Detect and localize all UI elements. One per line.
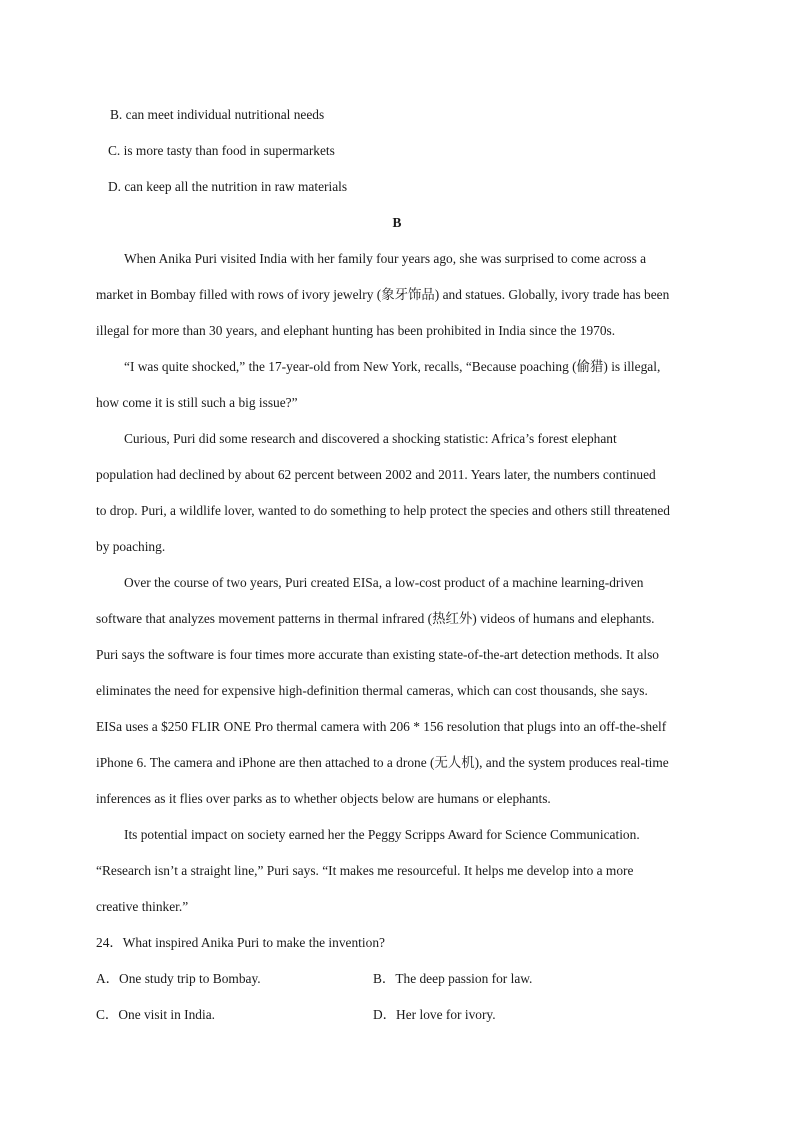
question-24-option-a: A．One study trip to Bombay. (96, 971, 261, 986)
passage-line: by poaching. (96, 539, 166, 554)
question-24-option-c: C．One visit in India. (96, 1007, 216, 1022)
passage-line: inferences as it flies over parks as to whether objects below are humans or elephants. (96, 791, 551, 806)
passage-line: Curious, Puri did some research and discovered a shocking statistic: Africa’s forest elephant (124, 431, 617, 446)
section-heading: B (392, 215, 402, 230)
passage-line: how come it is still such a big issue?” (96, 395, 298, 410)
passage-line: population had declined by about 62 percent between 2002 and 2011. Years later, the numbers continued (96, 467, 656, 482)
passage-line: illegal for more than 30 years, and elephant hunting has been prohibited in India since the 1970s. (96, 323, 616, 338)
option-b-prev: B. can meet individual nutritional needs (110, 107, 325, 122)
passage-line: eliminates the need for expensive high-definition thermal cameras, which can cost thousands, she says. (96, 683, 648, 698)
passage-line: When Anika Puri visited India with her family four years ago, she was surprised to come across a (124, 251, 647, 266)
passage-line: software that analyzes movement patterns in thermal infrared (热红外) videos of humans and elephants. (96, 611, 655, 626)
question-24-option-d: D．Her love for ivory. (373, 1007, 496, 1022)
passage-line: Its potential impact on society earned her the Peggy Scripps Award for Science Communication. (124, 827, 640, 842)
option-d-prev: D. can keep all the nutrition in raw materials (108, 179, 348, 194)
passage-line: to drop. Puri, a wildlife lover, wanted to do something to help protect the species and others still threatened (96, 503, 671, 518)
passage-line: Over the course of two years, Puri created EISa, a low-cost product of a machine learning-driven (124, 575, 644, 590)
passage-line: “Research isn’t a straight line,” Puri says. “It makes me resourceful. It helps me develop into a more (96, 863, 634, 878)
passage-line: EISa uses a $250 FLIR ONE Pro thermal camera with 206 * 156 resolution that plugs into an off-the-shelf (96, 719, 667, 734)
passage-line: market in Bombay filled with rows of ivory jewelry (象牙饰品) and statues. Globally, ivory trade has been (96, 287, 670, 302)
question-24-stem: 24．What inspired Anika Puri to make the invention? (96, 935, 385, 950)
passage-line: Puri says the software is four times more accurate than existing state-of-the-art detection methods. It also (96, 647, 659, 662)
passage-line: iPhone 6. The camera and iPhone are then attached to a drone (无人机), and the system produces real-time (96, 755, 669, 770)
passage-line: creative thinker.” (96, 899, 189, 914)
passage-line: “I was quite shocked,” the 17-year-old from New York, recalls, “Because poaching (偷猎) is illegal, (124, 359, 661, 374)
option-c-prev: C. is more tasty than food in supermarkets (108, 143, 335, 158)
question-24-option-b: B．The deep passion for law. (373, 971, 533, 986)
